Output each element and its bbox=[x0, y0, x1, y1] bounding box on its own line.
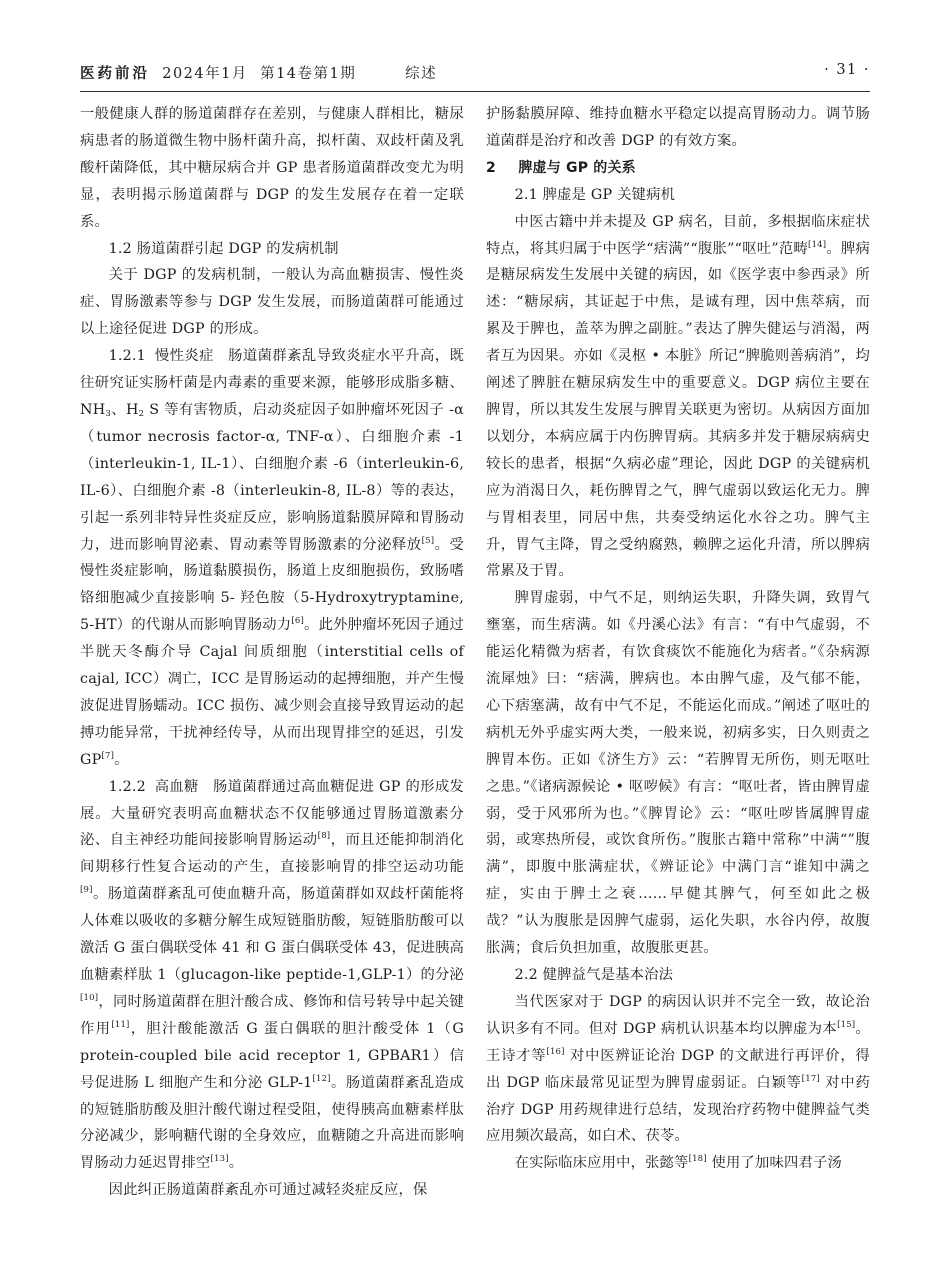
citation: [13] bbox=[210, 1154, 229, 1165]
paragraph: 中医古籍中并未提及 GP 病名，目前，多根据临床症状特点，将其归属于中医学“痞满”“腹胀”“呕吐”范畴[14]。脾病是糖尿病发生发展中关键的病因，如《医学衷中参西录》所述：“糖尿病，其证起于中焦，是诚有理，因中焦萃病，而累及于脾也，盖萃为脾之副脏。”表达了脾失健运与消渴，两者互为因果。亦如《灵枢 • 本脏》所记“脾脆则善病消”，均阐述了脾脏在糖尿病发生中的重要意义。DGP 病位主要在脾胃，所以其发生发展与脾胃关联更为密切。从病因方面加以划分，本病应属于内伤脾胃病。其病多并发于糖尿病病史较长的患者，根据“久病必虚”理论，因此 DGP 的关键病机应为消渴日久，耗伤脾胃之气，脾气虚弱以致运化无力。脾与胃相表里，同居中焦，共奏受纳运化水谷之功。脾气主升，胃气主降，胃之受纳腐熟，赖脾之运化升清，所以脾病常累及于胃。 bbox=[486, 213, 870, 580]
citation: [8] bbox=[317, 831, 331, 842]
section-heading-2: 2 脾虚与 GP 的关系 bbox=[486, 159, 636, 176]
page-number: · 31 · bbox=[824, 62, 870, 78]
citation: [18] bbox=[688, 1154, 707, 1165]
subsection-heading-2-2: 2.2 健脾益气是基本治法 bbox=[514, 967, 674, 983]
issue-info: 2024年1月 第14卷第1期 bbox=[162, 66, 357, 82]
paragraph: 在实际临床应用中，张懿等[18] 使用了加味四君子汤 bbox=[514, 1154, 843, 1172]
citation: [16] bbox=[546, 1046, 565, 1057]
paragraph-1-2-1: 1.2.1 慢性炎症 肠道菌群紊乱导致炎症水平升高，既往研究证实肠杆菌是内毒素的重要来源，能够形成脂多糖、$NH_3$、$H_2$ S 等有害物质，启动炎症因子如肿瘤坏死因子 -α（tumor necrosis factor-α, TNF-α）、白细胞介素 -1（interleukin-1, IL-1）、白细胞介素 -6（interleukin-6, IL-6）、白细胞介素 -8（interleukin-8, IL-8）等的表达，引起一系列非特异性炎症反应，影响肠道黏膜屏障和胃肠动力，进而影响胃泌素、胃动素等胃肠激素的分泌释放[5]。受慢性炎症影响，肠道黏膜损伤，肠道上皮细胞损伤，致肠嗜铬细胞减少直接影响 5- 羟色胺（5-Hydroxytryptamine, 5-HT）的代谢从而影响胃肠动力[6]。此外肿瘤坏死因子通过半胱天冬酶介导 Cajal 间质细胞（interstitial cells of cajal, ICC）凋亡，ICC 是胃肠运动的起搏细胞，并产生慢波促进胃肠蠕动。ICC 损伤、减少则会直接导致胃运动的起搏功能异常，干扰神经传导，从而出现胃排空的延迟，引发 GP[7]。 bbox=[80, 348, 464, 768]
paragraph: 关于 DGP 的发病机制，一般认为高血糖损害、慢性炎症、胃肠激素等参与 DGP 发生发展，而肠道菌群可能通过以上途径促进 DGP 的形成。 bbox=[80, 267, 464, 338]
paragraph: 一般健康人群的肠道菌群存在差别，与健康人群相比，糖尿病患者的肠道微生物中肠杆菌升高，拟杆菌、双歧杆菌及乳酸杆菌降低，其中糖尿病合并 GP 患者肠道菌群改变尤为明显，表明揭示肠道菌群与 DGP 的发生发展存在着一定联系。 bbox=[80, 106, 464, 230]
paragraph: 护肠黏膜屏障、维持血糖水平稳定以提高胃肠动力。调节肠道菌群是治疗和改善 DGP 的有效方案。 bbox=[486, 106, 870, 149]
subsection-heading-2-1: 2.1 脾虚是 GP 关键病机 bbox=[514, 186, 676, 203]
paragraph: 当代医家对于 DGP 的病因认识并不完全一致，故论治认识多有不同。但对 DGP 病机认识基本均以脾虚为本[15]。王诗才等[16] 对中医辨证论治 DGP 的文献进行再评价，得出 DGP 临床最常见证型为脾胃虚弱证。白颖等[17] 对中药治疗 DGP 用药规律进行总结，发现治疗药物中健脾益气类应用频次最高，如白术、茯苓。 bbox=[486, 993, 871, 1145]
citation: [5] bbox=[421, 535, 435, 546]
citation: [14] bbox=[808, 239, 827, 250]
running-header bbox=[80, 62, 870, 88]
right-column bbox=[486, 101, 870, 1177]
left-column bbox=[80, 101, 464, 1204]
header-left bbox=[80, 62, 437, 83]
citation: [6] bbox=[291, 616, 304, 627]
heading-title: 高血糖 bbox=[154, 778, 199, 795]
heading-number: 1.2.2 bbox=[108, 778, 146, 795]
paragraph: 脾胃虚弱，中气不足，则纳运失职，升降失调，致胃气壅塞，而生痞满。如《丹溪心法》有言：“有中气虚弱，不能运化精微为痞者，有饮食痰饮不能施化为痞者。”《杂病源流犀烛》曰：“痞满，脾病也。本由脾气虚，及气郁不能，心下痞塞满，故有中气不足，不能运化而成。”阐述了呕吐的病机无外乎虚实两大类，一般来说，初病多实，日久则责之脾胃本伤。正如《济生方》云：“若脾胃无所伤，则无呕吐之患。”《诸病源候论 • 呕哕候》有言：“呕吐者，皆由脾胃虚弱，受于风邪所为也。”《脾胃论》云：“呕吐哕皆属脾胃虚弱，或寒热所侵，或饮食所伤。”腹胀古籍中常称”中满“”腹满”，即腹中胀满症状，《辨证论》中满门言“谁知中满之症，实由于脾土之衰……早健其脾气，何至如此之极哉？”认为腹胀是因脾气虚弱，运化失职，水谷内停，故腹胀满；食后负担加重，故腹胀更甚。 bbox=[486, 590, 870, 957]
paragraph-1-2-2: 1.2.2 高血糖 肠道菌群通过高血糖促进 GP 的形成发展。大量研究表明高血糖状态不仅能够通过胃肠道激素分泌、自主神经功能间接影响胃肠运动[8]，而且还能抑制消化间期移行性复合运动的产生，直接影响胃的排空运动功能[9]。肠道菌群紊乱可使血糖升高，肠道菌群如双歧杆菌能将人体难以吸收的多糖分解生成短链脂肪酸，短链脂肪酸可以激活 G 蛋白偶联受体 41 和 G 蛋白偶联受体 43，促进胰高血糖素样肽 1（glucagon-like peptide-1,GLP-1）的分泌[10]，同时肠道菌群在胆汁酸合成、修饰和信号转导中起关键作用[11]，胆汁酸能激活 G 蛋白偶联的胆汁酸受体 1（G protein-coupled bile acid receptor 1, GPBAR1）信号促进肠 L 细胞产生和分泌 GLP-1[12]。肠道菌群紊乱造成的短链脂肪酸及胆汁酸代谢过程受阻，使得胰高血糖素样肽分泌减少，影响糖代谢的全身效应，血糖随之升高进而影响胃肠动力延迟胃排空[13]。 bbox=[80, 778, 464, 1172]
citation: [15] bbox=[837, 1019, 856, 1030]
heading-number: 1.2.1 bbox=[108, 348, 146, 365]
citation: [7] bbox=[101, 750, 115, 761]
heading-title: 慢性炎症 bbox=[154, 348, 214, 365]
section-name: 综述 bbox=[405, 66, 438, 82]
journal-name: 医药前沿 bbox=[80, 65, 150, 82]
header-rule bbox=[80, 91, 870, 92]
citation: [11] bbox=[111, 1019, 130, 1030]
citation: [17] bbox=[801, 1073, 820, 1084]
subsection-heading-1-2: 1.2 肠道菌群引起 DGP 的发病机制 bbox=[108, 240, 339, 257]
citation: [10] bbox=[80, 992, 99, 1003]
citation: [12] bbox=[312, 1073, 331, 1084]
paragraph: 因此纠正肠道菌群紊乱亦可通过减轻炎症反应，保 bbox=[108, 1182, 428, 1199]
citation: [9] bbox=[80, 885, 93, 896]
